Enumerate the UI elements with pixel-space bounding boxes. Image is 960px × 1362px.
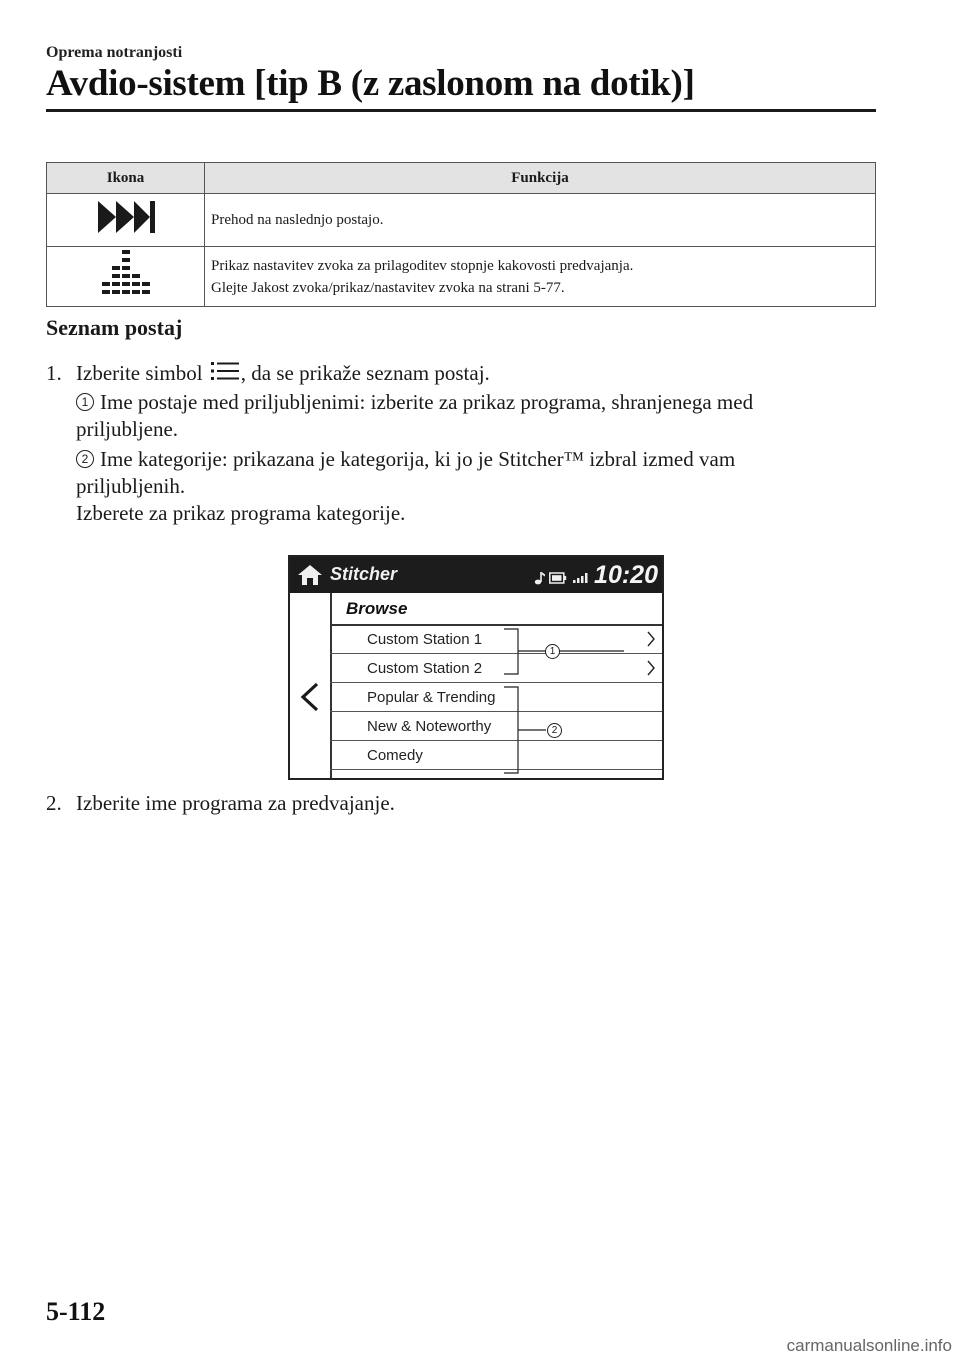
list-item-label: Custom Station 2 bbox=[367, 660, 483, 677]
function-text: Prehod na naslednjo postajo. bbox=[211, 212, 384, 228]
icon-cell bbox=[47, 194, 205, 247]
table-row bbox=[47, 247, 876, 307]
item-text: Ime kategorije: prikazana je kategorija, ki jo je Stitcher™ izbral izmed vam bbox=[100, 447, 736, 471]
page-title: Avdio-sistem [tip B (z zaslonom na dotik)] bbox=[46, 63, 695, 104]
icon-cell bbox=[47, 247, 205, 307]
step-1 bbox=[46, 360, 490, 387]
column-header-icon: Ikona bbox=[47, 163, 205, 194]
item-text: Izberete za prikaz programa kategorije. bbox=[76, 501, 406, 525]
list-item-label: Popular & Trending bbox=[367, 689, 496, 706]
section-heading: Seznam postaj bbox=[46, 315, 183, 340]
step-text: Izberite simbol bbox=[76, 361, 203, 385]
item-text: priljubljene. bbox=[76, 417, 179, 441]
section-label: Oprema notranjosti bbox=[46, 44, 183, 61]
page-number: 5-112 bbox=[46, 1297, 106, 1326]
list-item-label: New & Noteworthy bbox=[367, 718, 492, 735]
step-number: 2. bbox=[46, 791, 62, 815]
screen-callout-1: 1 bbox=[545, 644, 560, 659]
item-text: priljubljenih. bbox=[76, 474, 186, 498]
sound-settings-icon bbox=[98, 247, 154, 299]
step-text: , da se prikaže seznam postaj. bbox=[240, 361, 490, 385]
list-item-label: Comedy bbox=[367, 747, 423, 764]
column-header-function: Funkcija bbox=[205, 163, 876, 194]
skip-next-icon bbox=[94, 197, 158, 237]
callout-marker-1: 1 bbox=[76, 393, 94, 411]
item-1 bbox=[76, 389, 836, 443]
callout-brackets bbox=[290, 557, 662, 778]
screen-illustration bbox=[288, 555, 664, 780]
function-text: Prikaz nastavitev zvoka za prilagoditev stopnje kakovosti predvajanja. bbox=[211, 257, 634, 274]
function-cell bbox=[205, 247, 876, 307]
title-rule bbox=[46, 109, 876, 112]
step-2 bbox=[46, 790, 395, 817]
item-text: Ime postaje med priljubljenimi: izberite za prikaz programa, shranjenega med bbox=[100, 390, 754, 414]
function-cell bbox=[205, 194, 876, 247]
step-text: Izberite ime programa za predvajanje. bbox=[76, 791, 395, 815]
step-number: 1. bbox=[46, 361, 62, 385]
watermark: carmanualsonline.info bbox=[786, 1336, 952, 1355]
screen-app-name: Stitcher bbox=[330, 564, 398, 584]
list-item-label: Custom Station 1 bbox=[367, 631, 483, 648]
table-row bbox=[47, 194, 876, 247]
list-icon bbox=[209, 360, 241, 382]
callout-marker-2: 2 bbox=[76, 450, 94, 468]
screen-callout-2: 2 bbox=[547, 723, 562, 738]
screen-clock: 10:20 bbox=[594, 561, 658, 589]
item-2 bbox=[76, 446, 836, 527]
screen-title: Browse bbox=[346, 599, 408, 618]
function-table bbox=[46, 162, 876, 307]
function-text: Glejte Jakost zvoka/prikaz/nastavitev zvoka na strani 5-77. bbox=[211, 279, 565, 296]
